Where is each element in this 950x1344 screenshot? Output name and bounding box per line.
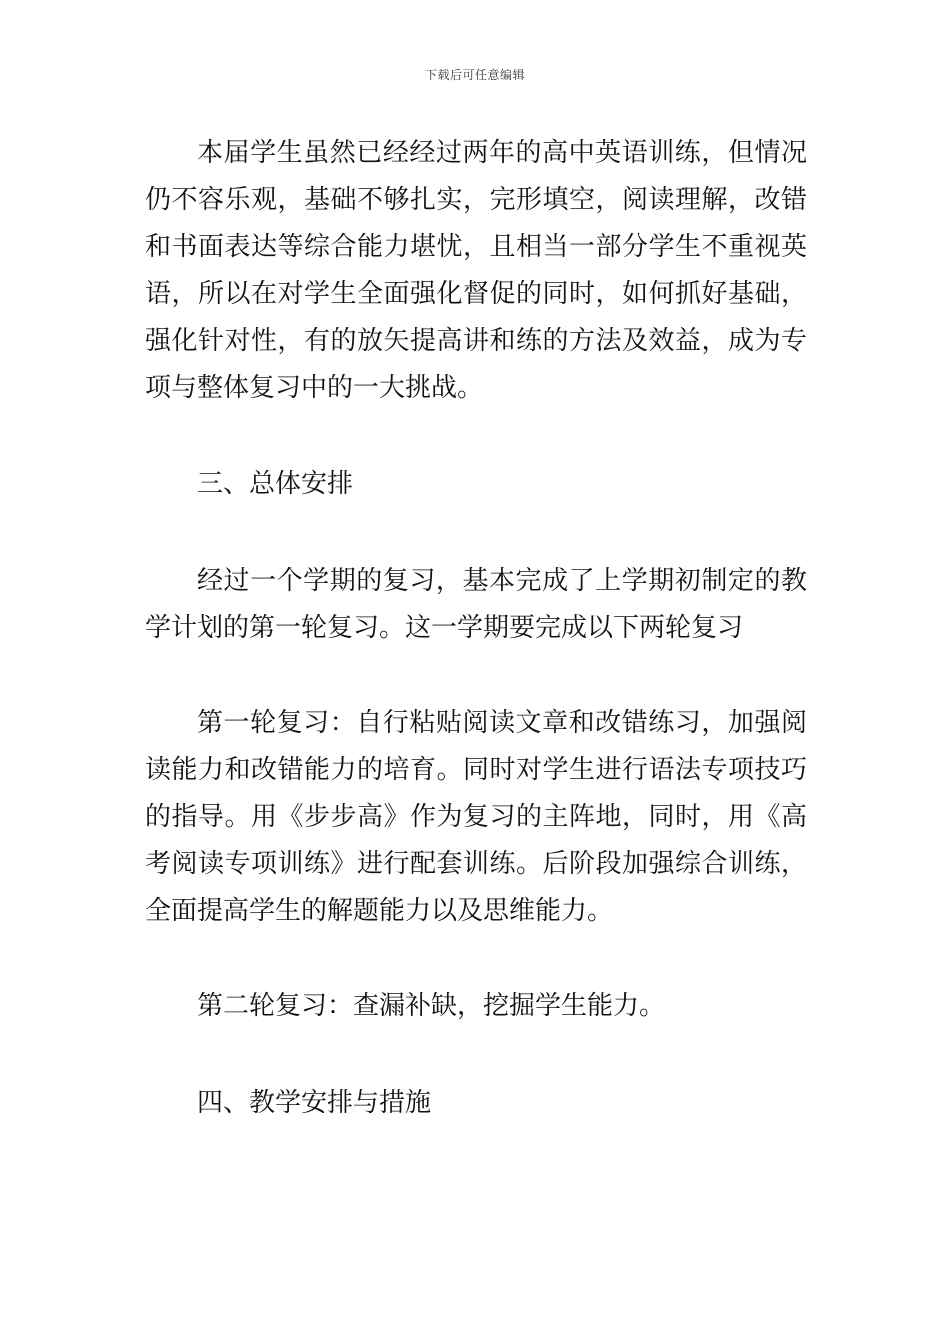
section-heading-overall-arrangement: 三、总体安排 bbox=[197, 469, 354, 499]
paragraph-situation: 本届学生虽然已经经过两年的高中英语训练，但情况仍不容乐观，基础不够扎实，完形填空，阅读理解，改错和书面表达等综合能力堪忧，且相当一部分学生不重视英语，所以在对学生全面强化督促的同时，如何抓好基础，强化针对性，有的放矢提高讲和练的方法及效益，成为专项与整体复习中的一大挑战。 bbox=[145, 138, 807, 403]
page-header-note: 下载后可任意编辑 bbox=[424, 68, 525, 82]
paragraph-semester-plan: 经过一个学期的复习，基本完成了上学期初制定的教学计划的第一轮复习。这一学期要完成以下两轮复习 bbox=[145, 566, 807, 643]
section-heading-teaching-measures: 四、教学安排与措施 bbox=[197, 1088, 432, 1118]
paragraph-first-round-review: 第一轮复习：自行粘贴阅读文章和改错练习，加强阅读能力和改错能力的培育。同时对学生进行语法专项技巧的指导。用《步步高》作为复习的主阵地，同时，用《高考阅读专项训练》进行配套训练。后阶段加强综合训练，全面提高学生的解题能力以及思维能力。 bbox=[145, 708, 807, 926]
document-body bbox=[145, 130, 807, 1127]
paragraph-second-round-review: 第二轮复习：查漏补缺，挖掘学生能力。 bbox=[197, 991, 666, 1021]
